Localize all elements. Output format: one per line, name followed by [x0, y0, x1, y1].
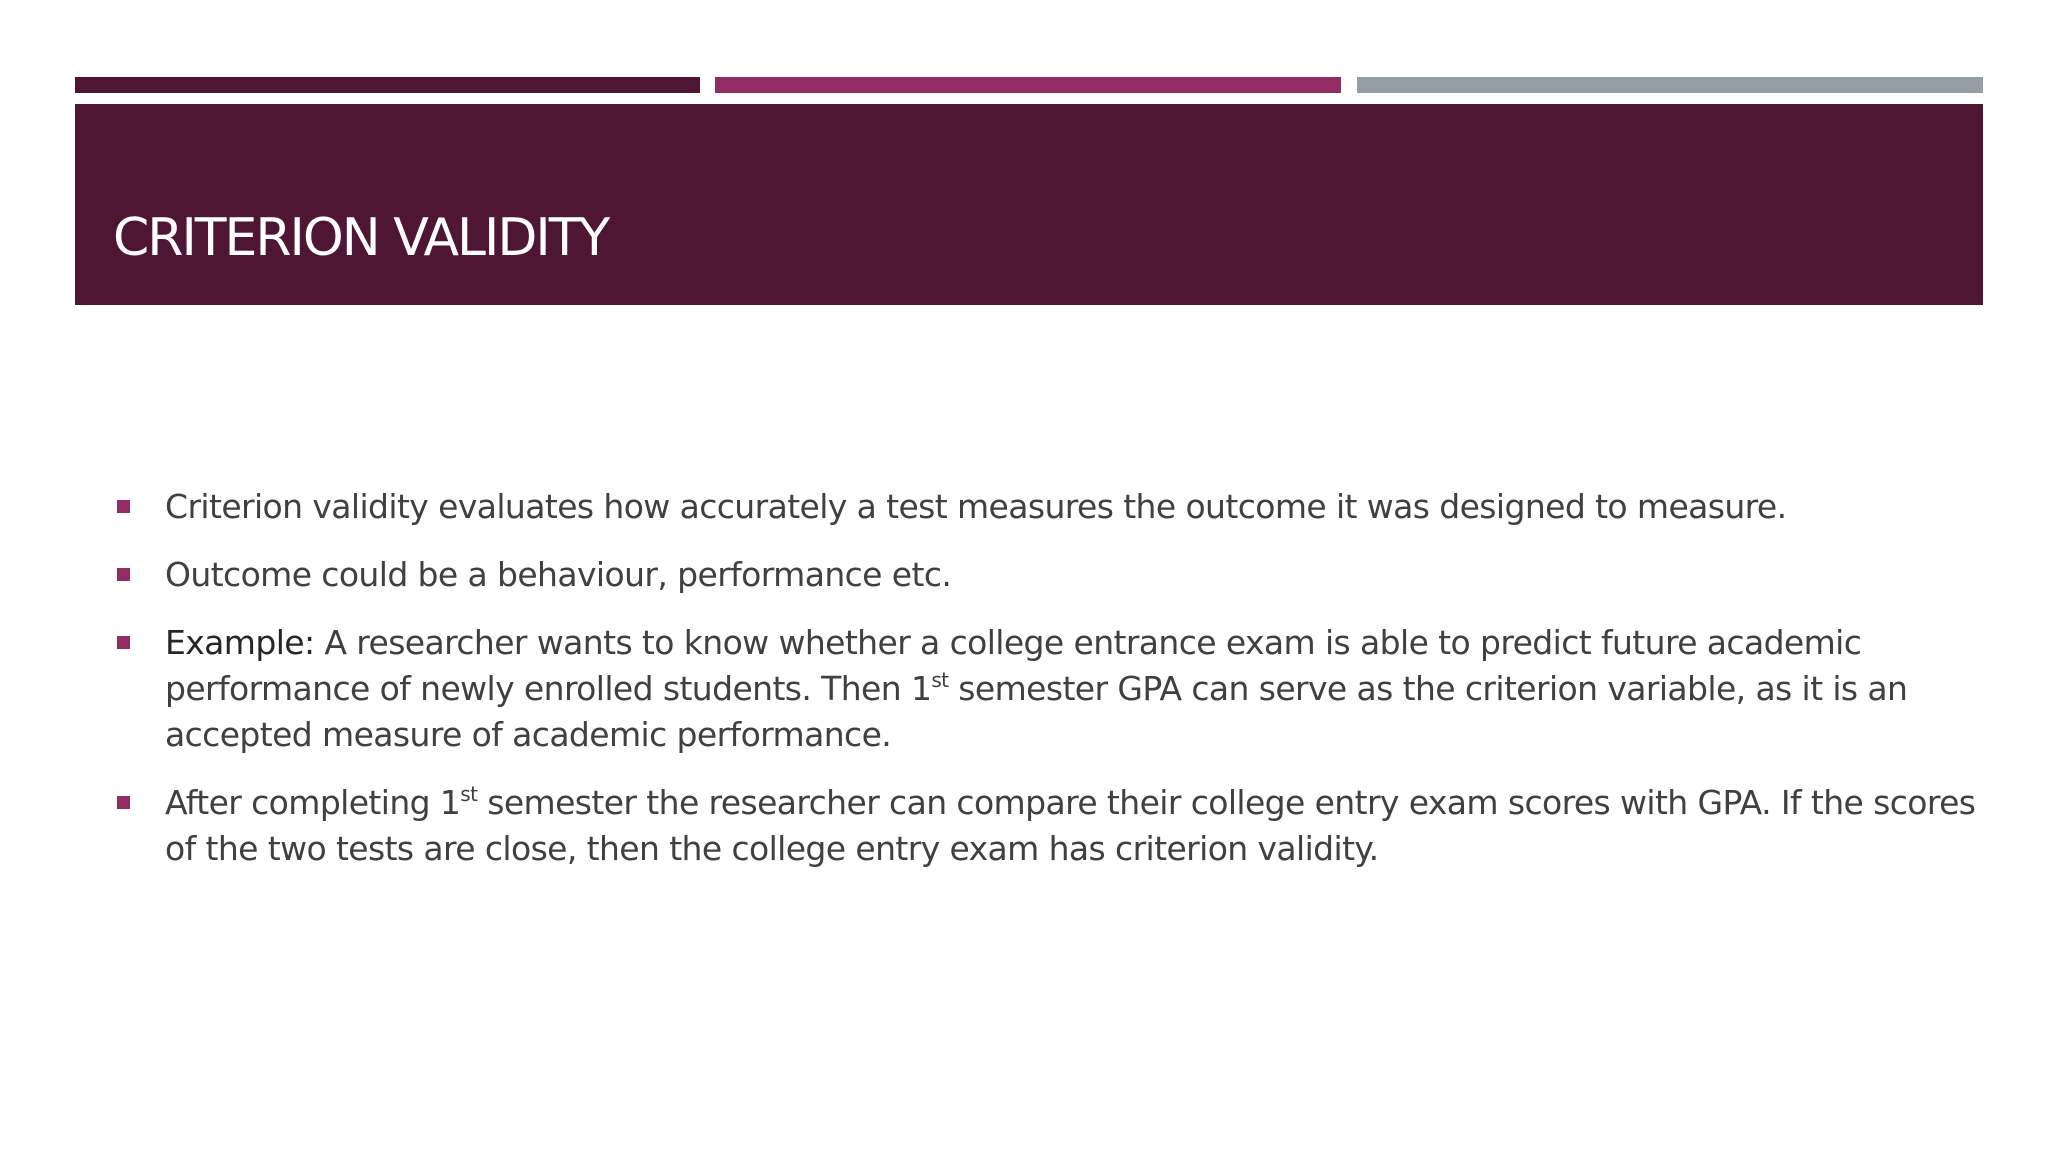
bullet-text: Criterion validity evaluates how accurately a test measures the outcome it was designed to measure. — [165, 487, 1787, 526]
bullet-text: semester GPA can serve as the criterion variable, as it is an accepted measure of academic performance. — [165, 669, 1908, 754]
accent-bar-dark — [75, 77, 700, 93]
bullet-text: semester the researcher can compare their college entry exam scores with GPA. If the scores of the two tests are close, then the college entry exam has criterion validity. — [165, 783, 1976, 868]
bullet-item — [113, 552, 1983, 598]
title-band — [75, 104, 1983, 305]
bullet-item — [113, 484, 1983, 530]
bullet-text: Outcome could be a behaviour, performance etc. — [165, 555, 952, 594]
square-bullet-icon — [117, 796, 130, 809]
ordinal-suffix: st — [931, 668, 949, 692]
accent-bar-magenta — [715, 77, 1341, 93]
square-bullet-icon — [117, 568, 130, 581]
bullet-item — [113, 620, 1983, 758]
ordinal-suffix: st — [460, 782, 478, 806]
example-label: Example: — [165, 623, 315, 662]
accent-bar-gray — [1357, 77, 1983, 93]
square-bullet-icon — [117, 636, 130, 649]
bullet-text: A researcher wants to know whether a college entrance exam is able to predict future academic performance of newly enrolled students. Then 1 — [165, 623, 1862, 708]
bullet-list — [113, 484, 1983, 894]
bullet-text: After completing 1 — [165, 783, 461, 822]
bullet-item — [113, 780, 1983, 872]
slide-title: CRITERION VALIDITY — [113, 208, 609, 268]
square-bullet-icon — [117, 500, 130, 513]
